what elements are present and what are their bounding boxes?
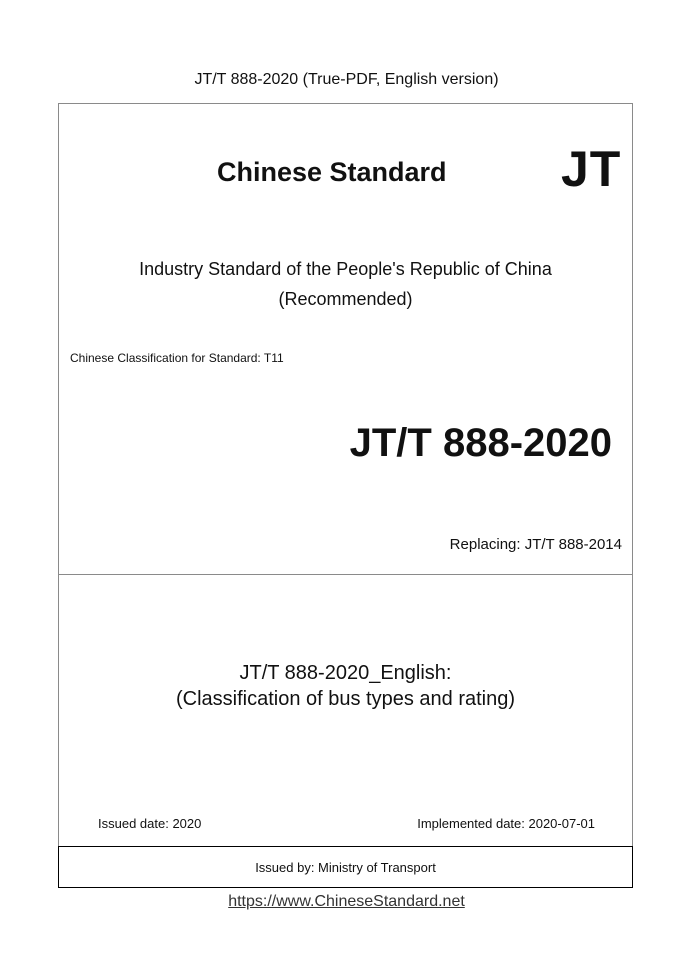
- industry-standard-line: Industry Standard of the People's Republic of China: [139, 259, 552, 279]
- footer-website-link[interactable]: https://www.ChineseStandard.net: [228, 893, 465, 910]
- classification-line: Chinese Classification for Standard: T11: [70, 351, 284, 365]
- issuer-text: Issued by: Ministry of Transport: [255, 859, 436, 875]
- issued-date: Issued date: 2020: [98, 816, 202, 831]
- page-header-title: JT/T 888-2020 (True-PDF, English version): [194, 71, 499, 88]
- implemented-date: Implemented date: 2020-07-01: [417, 816, 595, 831]
- issuer-box: [58, 846, 633, 888]
- document-title-line2: (Classification of bus types and rating): [175, 688, 516, 710]
- cover-heading: Chinese Standard: [217, 157, 447, 187]
- recommended-line: (Recommended): [278, 289, 413, 309]
- document-title-line1: JT/T 888-2020_English:: [239, 662, 452, 684]
- jt-logo: JT: [561, 141, 622, 197]
- replacing-line: Replacing: JT/T 888-2014: [449, 536, 622, 553]
- standard-number: JT/T 888-2020: [349, 421, 612, 465]
